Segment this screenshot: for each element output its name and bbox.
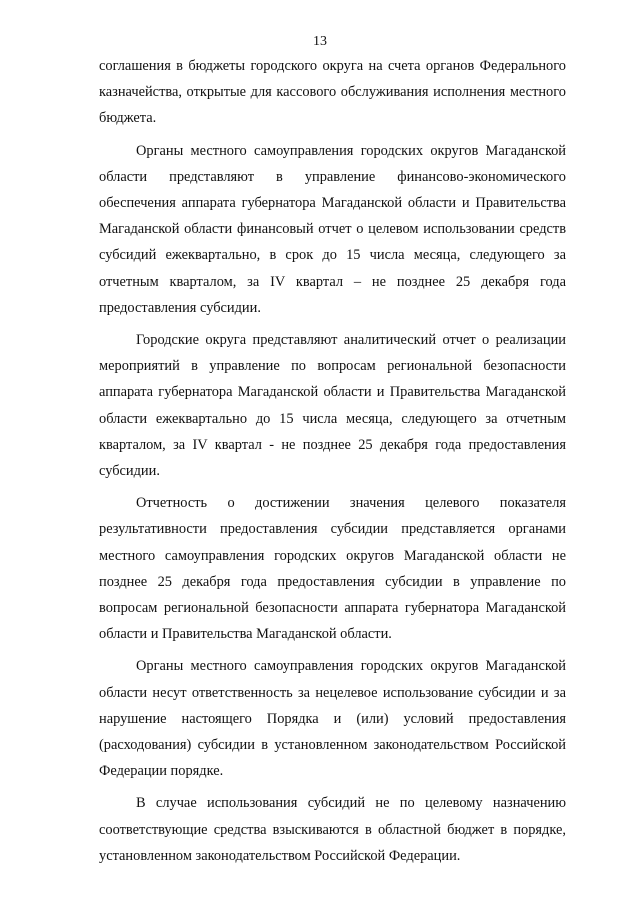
paragraph-analytical-report: Городские округа представляют аналитический отчет о реализации мероприятий в управление по вопросам региональной безопасности аппарата губернатора Магаданской области и Правительства Магаданской области ежеквартально до 15 числа месяца, следующего за отчетным кварталом, за IV квартал - не позднее 25 декабря года предоставления субсидии. [99, 332, 566, 480]
paragraph-financial-report: Органы местного самоуправления городских округов Магаданской области представляют в управление финансово-экономического обеспечения аппарата губернатора Магаданской области и Правительства Магаданской области финансовый отчет о целевом использовании средств субсидий ежеквартально, в срок до 15 числа месяца, следующего за отчетным кварталом, за IV квартал – не позднее 25 декабря года предоставления субсидии. [99, 142, 566, 316]
paragraph-misuse-recovery: В случае использования субсидий не по целевому назначению соответствующие средства взыскиваются в областной бюджет в порядке, установленном законодательством Российской Федерации. [99, 795, 566, 864]
document-body [99, 53, 566, 869]
paragraph-performance-report: Отчетность о достижении значения целевого показателя результативности предоставления субсидии представляется органами местного самоуправления городских округов Магаданской области не позднее 25 декабря года предоставления субсидии в управление по вопросам региональной безопасности аппарата губернатора Магаданской области и Правительства Магаданской области. [99, 495, 566, 643]
page-number: 13 [313, 34, 327, 49]
paragraph-continuation: соглашения в бюджеты городского округа на счета органов Федерального казначейства, открытые для кассового обслуживания исполнения местного бюджета. [99, 58, 566, 127]
paragraph-responsibility: Органы местного самоуправления городских округов Магаданской области несут ответственность за нецелевое использование субсидии и за нарушение настоящего Порядка и (или) условий предоставления (расходования) субсидии в установленном законодательством Российской Федерации порядке. [99, 658, 566, 780]
